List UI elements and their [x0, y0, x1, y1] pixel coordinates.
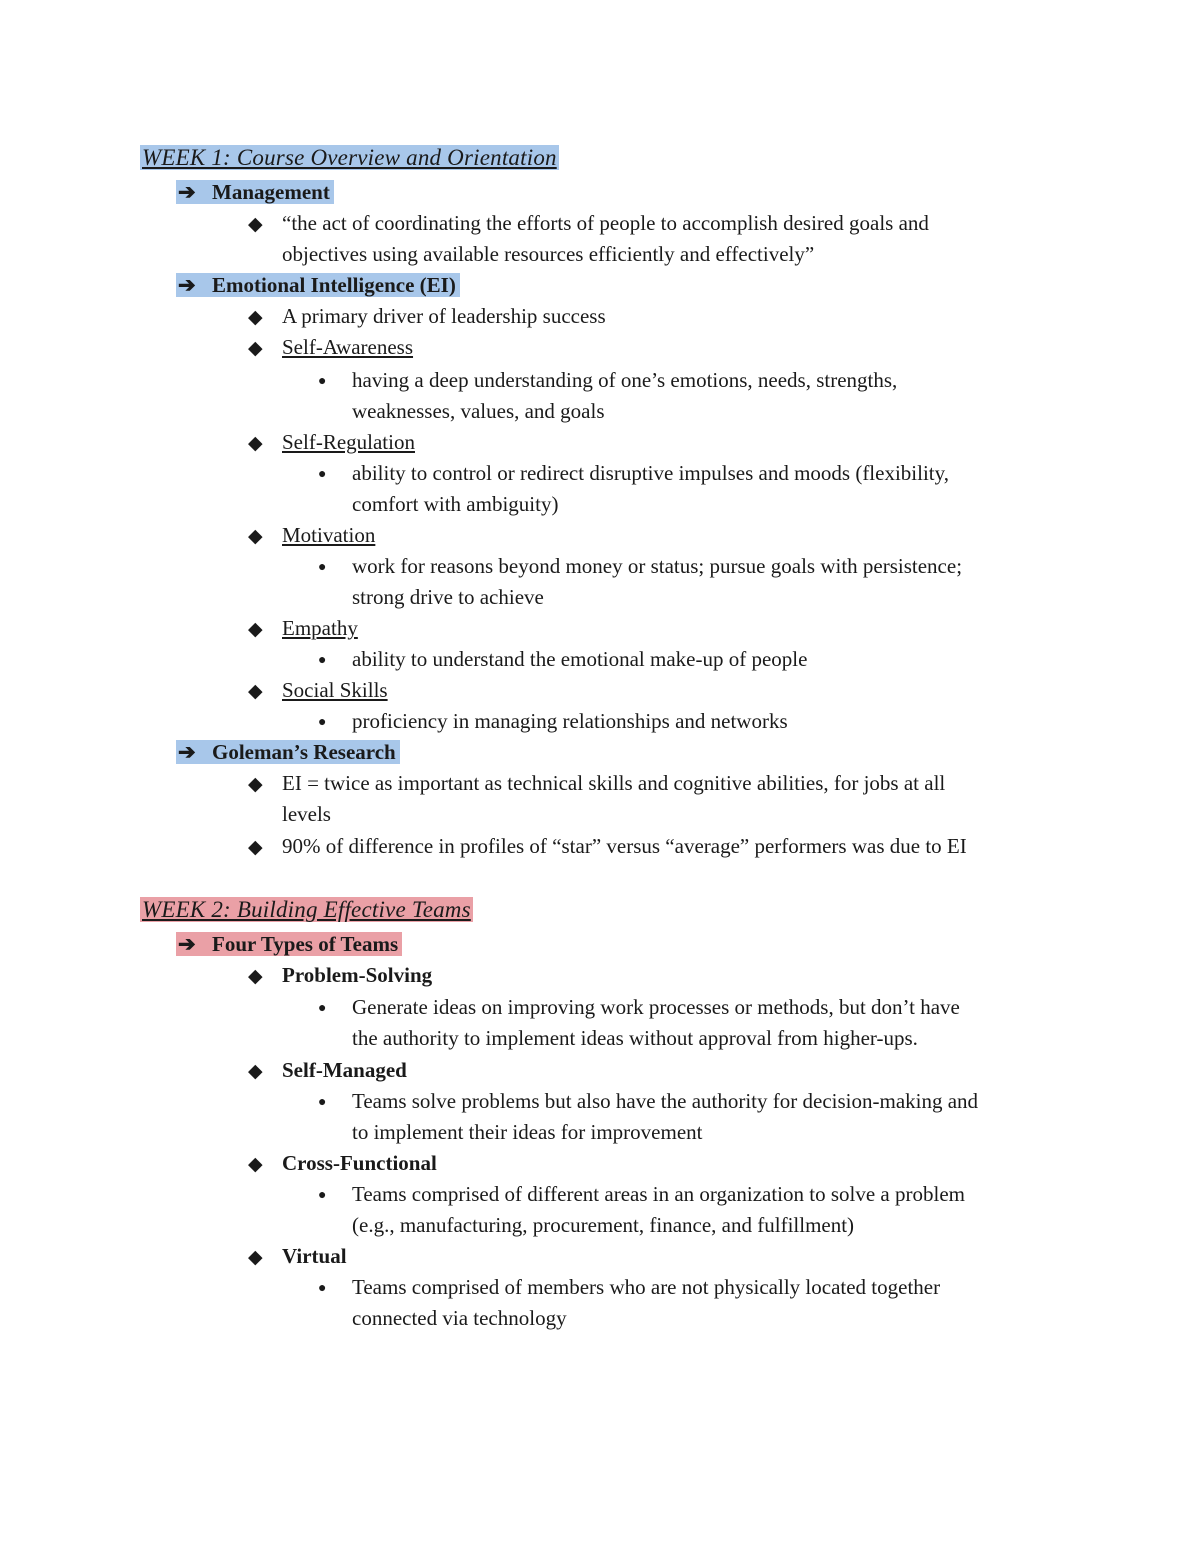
four-types-item [176, 930, 402, 958]
virtual-desc: Teams comprised of members who are not physically located together [352, 1275, 941, 1299]
diamond-bullet-icon: ◆ [248, 619, 263, 640]
self-regulation-desc-line2 [352, 490, 558, 518]
motivation-desc-line1 [318, 552, 962, 580]
virtual-desc-cont: connected via technology [352, 1306, 567, 1330]
diamond-bullet-icon: ◆ [248, 1154, 263, 1175]
motivation-item [248, 521, 375, 549]
empathy-desc: ability to understand the emotional make-up of people [352, 647, 808, 671]
self-managed-label: Self-Managed [282, 1058, 407, 1082]
dot-bullet-icon: ● [318, 1001, 327, 1016]
self-regulation-label: Self-Regulation [282, 430, 415, 454]
arrow-bullet-icon: ➔ [178, 932, 196, 956]
empathy-desc-line1 [318, 645, 807, 673]
self-awareness-desc-cont: weaknesses, values, and goals [352, 399, 605, 423]
diamond-bullet-icon: ◆ [248, 837, 263, 858]
arrow-bullet-icon: ➔ [178, 180, 196, 204]
dot-bullet-icon: ● [318, 1188, 327, 1203]
self-managed-desc-line2 [352, 1118, 703, 1146]
diamond-bullet-icon: ◆ [248, 214, 263, 235]
goleman-point1: EI = twice as important as technical skills and cognitive abilities, for jobs at all [282, 771, 946, 795]
goleman-label: Goleman’s Research [212, 740, 396, 764]
problem-solving-desc-line2 [352, 1024, 918, 1052]
social-skills-item [248, 676, 388, 704]
diamond-bullet-icon: ◆ [248, 526, 263, 547]
dot-bullet-icon: ● [318, 560, 327, 575]
diamond-bullet-icon: ◆ [248, 433, 263, 454]
week1-heading-line [140, 144, 559, 172]
diamond-bullet-icon: ◆ [248, 338, 263, 359]
diamond-bullet-icon: ◆ [248, 774, 263, 795]
management-definition-text-cont: objectives using available resources efficiently and effectively” [282, 242, 815, 266]
self-regulation-desc: ability to control or redirect disruptive impulses and moods (flexibility, [352, 461, 950, 485]
self-managed-desc: Teams solve problems but also have the authority for decision-making and [352, 1089, 979, 1113]
motivation-label: Motivation [282, 523, 376, 547]
management-label: Management [212, 180, 330, 204]
dot-bullet-icon: ● [318, 1281, 327, 1296]
arrow-bullet-icon: ➔ [178, 740, 196, 764]
motivation-desc-line2 [352, 583, 544, 611]
management-definition-text: “the act of coordinating the efforts of people to accomplish desired goals and [282, 211, 929, 235]
goleman-point2 [248, 832, 967, 860]
diamond-bullet-icon: ◆ [248, 681, 263, 702]
problem-solving-desc-line1 [318, 993, 960, 1021]
problem-solving-desc-cont: the authority to implement ideas without approval from higher-ups. [352, 1026, 918, 1050]
goleman-point1-line1 [248, 769, 945, 797]
diamond-bullet-icon: ◆ [248, 307, 263, 328]
goleman-point2-text: 90% of difference in profiles of “star” versus “average” performers was due to EI [282, 834, 967, 858]
arrow-bullet-icon: ➔ [178, 273, 196, 297]
empathy-item [248, 614, 358, 642]
diamond-bullet-icon: ◆ [248, 1247, 263, 1268]
cross-functional-label: Cross-Functional [282, 1151, 437, 1175]
problem-solving-desc: Generate ideas on improving work processes or methods, but don’t have [352, 995, 960, 1019]
cross-functional-desc-line1 [318, 1180, 965, 1208]
self-awareness-desc-line2 [352, 397, 605, 425]
week2-heading-line [140, 896, 473, 924]
virtual-desc-line2 [352, 1304, 567, 1332]
diamond-bullet-icon: ◆ [248, 1061, 263, 1082]
self-awareness-desc: having a deep understanding of one’s emotions, needs, strengths, [352, 368, 898, 392]
virtual-item [248, 1242, 347, 1270]
virtual-label: Virtual [282, 1244, 347, 1268]
self-awareness-label: Self-Awareness [282, 335, 414, 359]
cross-functional-desc: Teams comprised of different areas in an organization to solve a problem [352, 1182, 965, 1206]
social-skills-desc: proficiency in managing relationships and networks [352, 709, 788, 733]
social-skills-desc-line1 [318, 707, 788, 735]
self-awareness-desc-line1 [318, 366, 897, 394]
virtual-desc-line1 [318, 1273, 940, 1301]
week1-heading: WEEK 1: Course Overview and Orientation [142, 145, 557, 170]
social-skills-label: Social Skills [282, 678, 388, 702]
cross-functional-desc-cont: (e.g., manufacturing, procurement, finance, and fulfillment) [352, 1213, 855, 1237]
ei-item [176, 271, 460, 299]
week2-heading: WEEK 2: Building Effective Teams [142, 897, 471, 922]
dot-bullet-icon: ● [318, 653, 327, 668]
self-awareness-item [248, 333, 413, 361]
motivation-desc-cont: strong drive to achieve [352, 585, 544, 609]
problem-solving-item [248, 961, 432, 989]
goleman-point1-line2 [282, 800, 331, 828]
dot-bullet-icon: ● [318, 715, 327, 730]
dot-bullet-icon: ● [318, 1095, 327, 1110]
self-regulation-desc-cont: comfort with ambiguity) [352, 492, 559, 516]
four-types-label: Four Types of Teams [212, 932, 399, 956]
dot-bullet-icon: ● [318, 374, 327, 389]
management-definition-line1 [248, 209, 929, 237]
ei-driver-item [248, 302, 606, 330]
goleman-point1-cont: levels [282, 802, 331, 826]
motivation-desc: work for reasons beyond money or status; pursue goals with persistence; [352, 554, 963, 578]
problem-solving-label: Problem-Solving [282, 963, 433, 987]
cross-functional-item [248, 1149, 437, 1177]
empathy-label: Empathy [282, 616, 358, 640]
self-managed-item [248, 1056, 407, 1084]
goleman-item [176, 738, 400, 766]
management-item [176, 178, 334, 206]
cross-functional-desc-line2 [352, 1211, 854, 1239]
self-managed-desc-cont: to implement their ideas for improvement [352, 1120, 703, 1144]
dot-bullet-icon: ● [318, 467, 327, 482]
ei-label: Emotional Intelligence (EI) [212, 273, 456, 297]
management-definition-line2 [282, 240, 814, 268]
self-regulation-item [248, 428, 415, 456]
diamond-bullet-icon: ◆ [248, 966, 263, 987]
self-regulation-desc-line1 [318, 459, 949, 487]
ei-driver-text: A primary driver of leadership success [282, 304, 606, 328]
self-managed-desc-line1 [318, 1087, 978, 1115]
